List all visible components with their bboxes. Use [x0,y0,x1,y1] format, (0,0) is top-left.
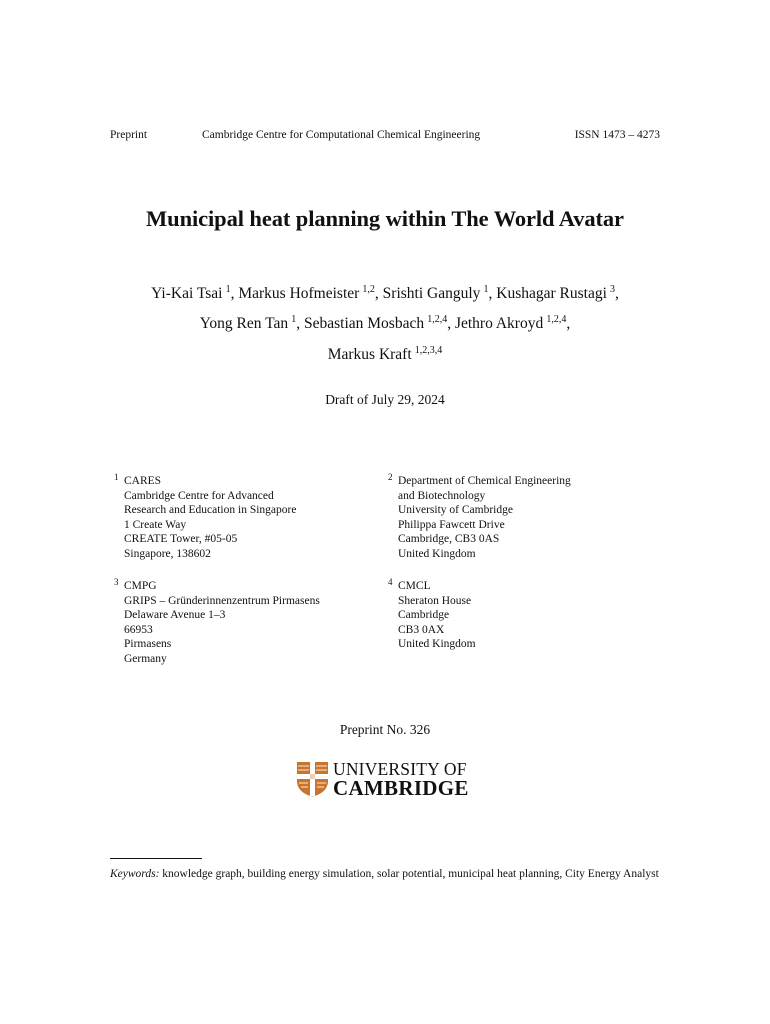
author-name: Yi-Kai Tsai [151,285,223,302]
author-name: Markus Kraft [327,346,412,363]
header-right: ISSN 1473 – 4273 [574,129,660,141]
author-affil: 3 [610,284,616,295]
affiliation-number: 3 [114,577,119,587]
logo-university-of: UNIVERSITY OF [333,759,467,779]
author-name: Kushagar Rustagi [496,285,607,302]
paper-title: Municipal heat planning within The World Avatar [146,206,624,231]
affiliation-line: GRIPS – Gründerinnenzentrum Pirmasens [124,594,320,607]
logo-cambridge: CAMBRIDGE [333,776,469,800]
affiliation [388,577,476,652]
author-affil: 1 [225,284,231,295]
author-affil: 1,2,3,4 [414,345,443,356]
affiliation-line: Cambridge [398,609,450,622]
affiliation-line: Department of Chemical Engineering [398,475,571,487]
affiliation-line: and Biotechnology [398,489,486,502]
affiliation-line: Singapore, 138602 [124,547,211,560]
author-name: Srishti Ganguly [382,285,481,302]
affiliation-line: United Kingdom [398,547,476,560]
footnote-rule [110,858,202,859]
keywords-label: Keywords: [110,868,160,880]
author-affil: 1,2,4 [546,314,567,325]
affiliation-line: Research and Education in Singapore [124,504,297,517]
author-affil: 1 [291,314,297,325]
affiliation-line: Sheraton House [398,594,472,607]
authors-line: Yi-Kai Tsai $^1$, Markus Hofmeister $^{1,2}$, Srishti Ganguly $^1$, Kushagar Rustagi $^3$, [151,284,619,302]
author-name: Jethro Akroyd [454,315,544,332]
affiliation-line: 1 Create Way [124,518,187,531]
keywords-footnote [110,868,660,881]
affiliation-line: University of Cambridge [398,504,513,517]
draft-date: Draft of July 29, 2024 [325,392,445,407]
keywords-text: knowledge graph, building energy simulation, solar potential, municipal heat planning, City Energy Analyst [162,868,659,880]
preprint-number: Preprint No. 326 [339,722,431,737]
author-affil: 1,2,4 [427,314,448,325]
affiliation-line: Cambridge Centre for Advanced [124,489,274,502]
authors-line: Yong Ren Tan $^1$, Sebastian Mosbach $^{1,2,4}$, Jethro Akroyd $^{1,2,4}$, [199,314,571,332]
affiliation-line: CARES [124,475,162,487]
author-name: Yong Ren Tan [199,315,289,332]
affiliation-number: 4 [388,577,393,587]
affiliation-line: Philippa Fawcett Drive [398,518,505,531]
affiliation-line: CREATE Tower, #05-05 [124,533,238,546]
affiliation-line: CMPG [124,580,157,592]
author-name: Markus Hofmeister [238,285,360,302]
affiliation-line: United Kingdom [398,638,476,651]
affiliation-number: 2 [388,472,393,482]
affiliation [114,577,320,667]
author-affil: 1,2 [362,284,375,295]
affiliation [388,472,571,562]
header-center: Cambridge Centre for Computational Chemical Engineering [202,129,481,141]
affiliation [114,472,297,562]
affiliation-line: Pirmasens [124,638,172,651]
affiliation-line: Germany [124,652,167,665]
author-name: Sebastian Mosbach [304,315,425,332]
authors-line [0,346,770,364]
cambridge-shield-icon [296,761,329,797]
author-affil: 1 [483,284,489,295]
affiliation-line: 66953 [124,623,153,636]
affiliation-line: Delaware Avenue 1–3 [124,609,226,622]
header-left: Preprint [110,129,148,141]
affiliation-line: Cambridge, CB3 0AS [398,533,500,546]
affiliation-number: 1 [114,472,119,482]
affiliation-line: CB3 0AX [398,623,445,636]
affiliation-line: CMCL [398,580,431,592]
